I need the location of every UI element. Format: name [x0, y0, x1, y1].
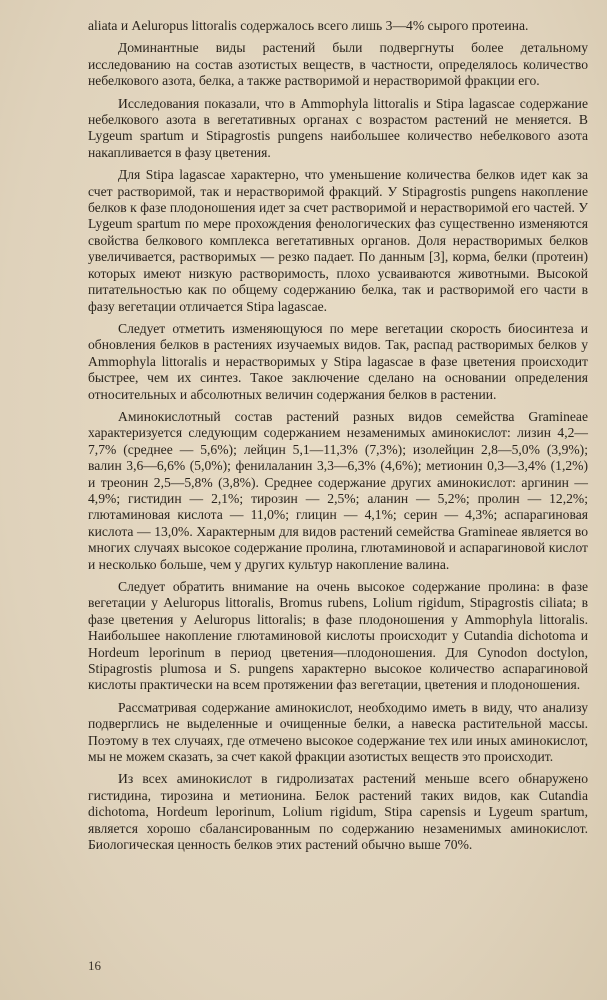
- paragraph-biosynthesis-rate: Следует отметить изменяющуюся по мере вегетации скорость биосинтеза и обновления белков в растениях изучаемых видов. Так, распад растворимых белков у Ammophyla littoralis и нерастворимых у Stipa lagascae в фазе цветения происходит быстрее, чем их синтез. Такое заключение сделано на основании определения относительных и абсолютных величин содержания белков в растении.: [88, 320, 588, 402]
- body-text: [88, 18, 588, 860]
- paragraph-amino-acid-composition: Аминокислотный состав растений разных видов семейства Gramineae характеризуется следующим содержанием незаменимых аминокислот: лизин 4,2—7,7% (среднее — 5,6%); лейцин 5,1—11,3% (7,3%); изолейцин 2,8—5,0% (3,9%); валин 3,6—6,6% (5,0%); фенилаланин 3,3—6,3% (4,6%); метионин 0,3—3,4% (1,2%) и треонин 2,5—5,8% (3,8%). Среднее содержание других аминокислот: аргинин — 4,9%; гистидин — 2,1%; тирозин — 2,5%; аланин — 5,2%; пролин — 12,2%; глютаминовая кислота — 11,0%; глицин — 4,1%; серин — 4,3%; аспарагиновая кислота — 13,0%. Характерным для видов растений семейства Gramineae является во многих случаях высокое содержание пролина, глютаминовой и аспарагиновой кислот и несколько больше, чем у других культур накопление валина.: [88, 408, 588, 572]
- paragraph-research-results: Исследования показали, что в Ammophyla littoralis и Stipa lagascae содержание небелкового азота в вегетативных органах с возрастом растений не меняется. В Lygeum spartum и Stipagrostis pungens наибольшее количество небелкового азота накапливается в фазу цветения.: [88, 95, 588, 160]
- paragraph-analysis-note: Рассматривая содержание аминокислот, необходимо иметь в виду, что анализу подверглись не выделенные и очищенные белки, а навеска растительной массы. Поэтому в тех случаях, где отмечено высокое содержание тех или иных аминокислот, мы не можем сказать, за счет какой фракции азотистых веществ это происходит.: [88, 699, 588, 765]
- paragraph-proline-content: Следует обратить внимание на очень высокое содержание пролина: в фазе вегетации у Aeluropus littoralis, Bromus rubens, Lolium rigidum, Stipagrostis ciliata; в фазе цветения у Aeluropus littoralis; в фазе плодоношения у Ammophyla littoralis. Наибольшее накопление глютаминовой кислоты происходит у Cutandia dichotoma и Hordeum leporinum в период цветения—плодоношения. Для Cynodon doctylon, Stipagrostis plumosa и S. pungens характерно высокое количество аспарагиновой кислоты практически на всем протяжении фаз вегетации, цветения и плодоношения.: [88, 579, 588, 693]
- paragraph-dominant-species: Доминантные виды растений были подвергнуты более детальному исследованию на состав азотистых веществ, в частности, определялось количество небелкового азота, белка, а также растворимой и нерастворимой фракции его.: [88, 40, 588, 89]
- paragraph-conclusion: Из всех аминокислот в гидролизатах растений меньше всего обнаружено гистидина, тирозина и метионина. Белок растений таких видов, как Cutandia dichotoma, Hordeum leporinum, Lolium rigidum, Stipa capensis и Lygeum spartum, является хорошо сбалансированным по содержанию незаменимых аминокислот. Биологическая ценность белков этих растений обычно выше 70%.: [88, 771, 588, 853]
- page-number: 16: [88, 958, 101, 973]
- paragraph-continuation: aliata и Aeluropus littoralis содержалось всего лишь 3—4% сырого протеина.: [88, 18, 529, 33]
- paragraph-stipa-lagascae: Для Stipa lagascae характерно, что уменьшение количества белков идет как за счет растворимой, так и нерастворимой фракций. У Stipagrostis pungens накопление белков к фазе плодоношения идет за счет растворимой и нерастворимой его частей. У Lygeum spartum по мере прохождения фенологических фаз существенно изменяются свойства белкового комплекса вегетативных органов. Доля нерастворимых белков увеличивается, растворимых — резко падает. По данным [3], корма, белки (протеин) которых имеют низкую растворимость, плохо усваиваются животными. Высокой питательностью как по общему содержанию белка, так и растворимой его части в фазу вегетации отличается Stipa lagascae.: [88, 167, 588, 314]
